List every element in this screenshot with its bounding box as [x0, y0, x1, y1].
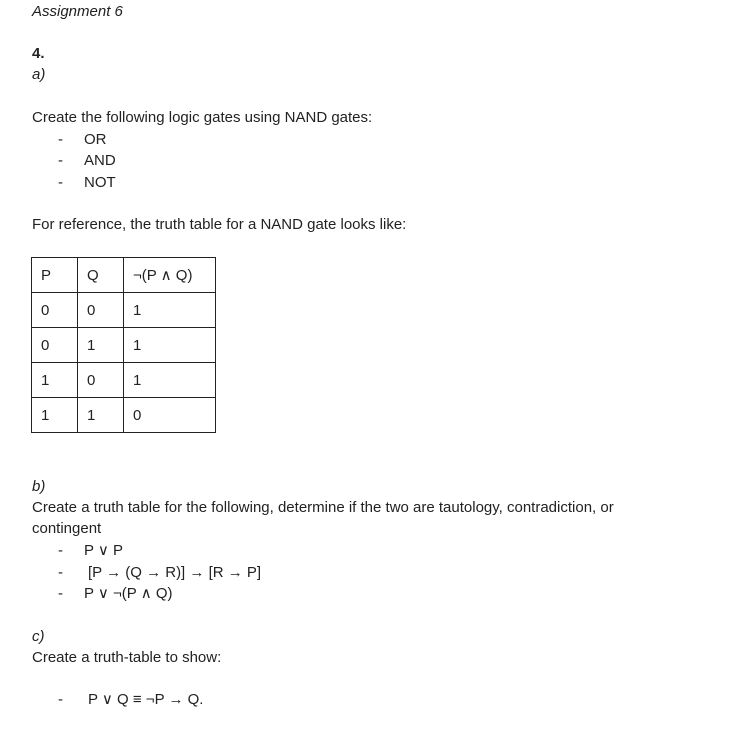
- list-item-expression-3: P ∨ ¬(P ∧ Q): [84, 585, 173, 602]
- table-header-cell: ¬(P ∧ Q): [124, 258, 216, 293]
- nand-truth-table: [31, 257, 216, 433]
- list-item-and: AND: [84, 152, 116, 169]
- part-b-prompt-line1: Create a truth table for the following, determine if the two are tautology, contradiction, or: [32, 499, 614, 516]
- part-a-prompt: Create the following logic gates using NAND gates:: [32, 109, 373, 126]
- bullet-dash: -: [58, 542, 63, 559]
- table-cell: 0: [78, 293, 124, 328]
- assignment-title: Assignment 6: [32, 3, 123, 20]
- table-header-row: [32, 258, 216, 293]
- reference-text: For reference, the truth table for a NAND gate looks like:: [32, 216, 407, 233]
- table-cell: 0: [78, 363, 124, 398]
- list-item-expression-2: [P → (Q → R)] → [R → P]: [88, 564, 262, 581]
- list-item-or: OR: [84, 131, 107, 148]
- table-cell: 1: [124, 328, 216, 363]
- table-row: [32, 293, 216, 328]
- bullet-dash: -: [58, 691, 63, 708]
- list-item-equivalence: P ∨ Q ≡ ¬P → Q.: [88, 691, 204, 708]
- table-row: [32, 328, 216, 363]
- table-header-cell: P: [32, 258, 78, 293]
- table-cell: 0: [32, 293, 78, 328]
- part-a-label: a): [32, 66, 46, 83]
- bullet-dash: -: [58, 131, 63, 148]
- part-c-prompt: Create a truth-table to show:: [32, 649, 222, 666]
- table-cell: 0: [124, 398, 216, 433]
- bullet-dash: -: [58, 152, 63, 169]
- part-c-label: c): [32, 628, 45, 645]
- part-b-prompt-line2: contingent: [32, 520, 102, 537]
- table-cell: 1: [124, 363, 216, 398]
- table-cell: 0: [32, 328, 78, 363]
- list-item-expression-1: P ∨ P: [84, 542, 124, 559]
- part-b-label: b): [32, 478, 46, 495]
- question-number: 4.: [32, 45, 45, 62]
- bullet-dash: -: [58, 585, 63, 602]
- bullet-dash: -: [58, 174, 63, 191]
- table-cell: 1: [78, 328, 124, 363]
- list-item-not: NOT: [84, 174, 116, 191]
- table-row: [32, 363, 216, 398]
- table-header-cell: Q: [78, 258, 124, 293]
- table-cell: 1: [124, 293, 216, 328]
- bullet-dash: -: [58, 564, 63, 581]
- table-cell: 1: [32, 398, 78, 433]
- table-cell: 1: [32, 363, 78, 398]
- table-cell: 1: [78, 398, 124, 433]
- table-row: [32, 398, 216, 433]
